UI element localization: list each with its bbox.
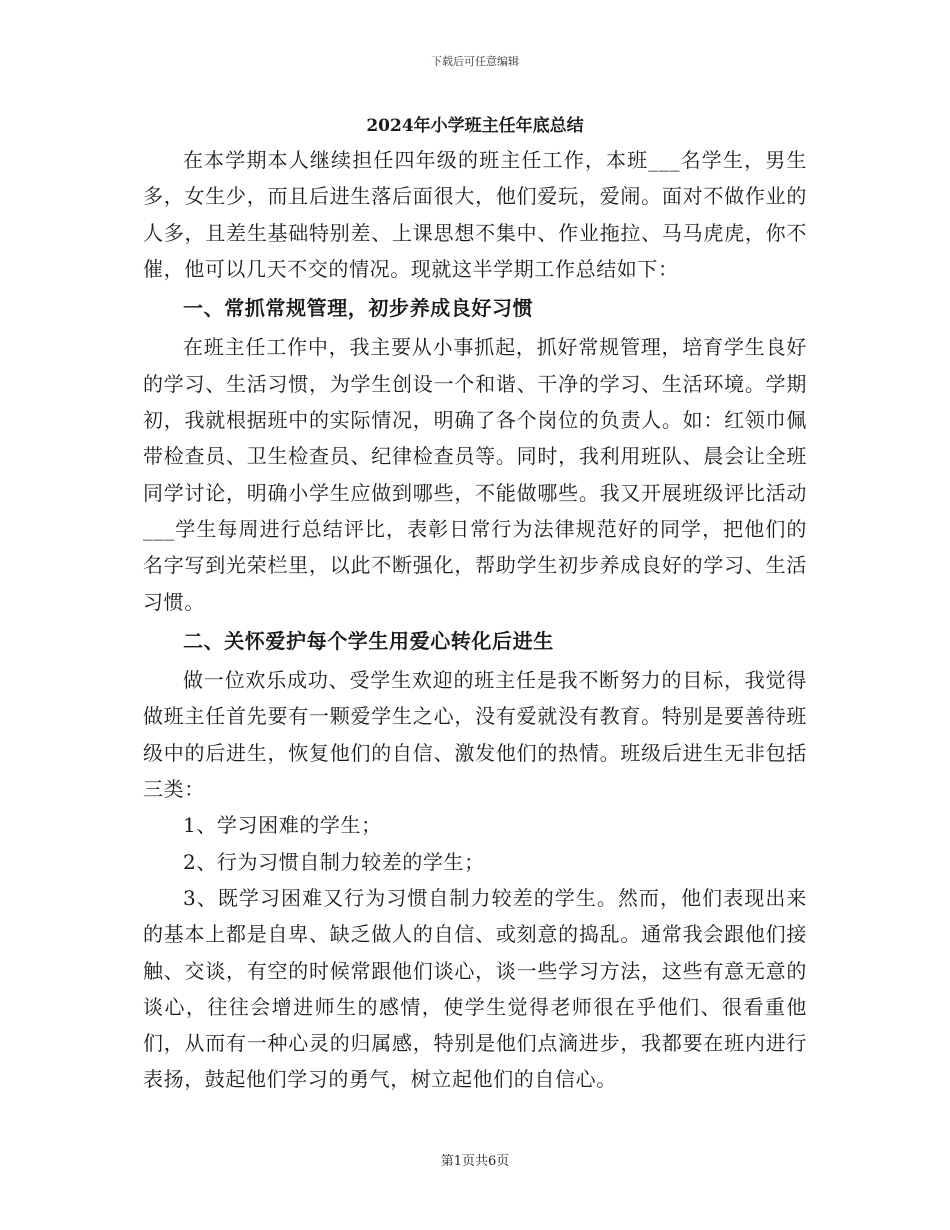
- section-1-heading: 一、常抓常规管理，初步养成良好习惯: [183, 296, 534, 321]
- section-2-paragraph: 做一位欢乐成功、受学生欢迎的班主任是我不断努力的目标，我觉得做班主任首先要有一颗爱学生之心，没有爱就没有教育。特别是要善待班级中的后进生，恢复他们的自信、激发他们的热情。班级后进生无非包括三类：: [143, 668, 807, 802]
- list-item: 2、行为习惯自制力较差的学生；: [183, 849, 485, 874]
- list-item: 3、既学习困难又行为习惯自制力较差的学生。然而，他们表现出来的基本上都是自卑、缺乏做人的自信、或刻意的捣乱。通常我会跟他们接触、交谈，有空的时候常跟他们谈心，谈一些学习方法，这些有意无意的谈心，往往会增进师生的感情，使学生觉得老师很在乎他们、很看重他们，从而有一种心灵的归属感，特别是他们点滴进步，我都要在班内进行表扬，鼓起他们学习的勇气，树立起他们的自信心。: [143, 885, 807, 1092]
- list-item: 1、学习困难的学生；: [183, 813, 382, 838]
- document-body: [143, 112, 807, 1098]
- intro-paragraph: 在本学期本人继续担任四年级的班主任工作，本班___名学生，男生多，女生少，而且后进生落后面很大，他们爱玩，爱闹。面对不做作业的人多，且差生基础特别差、上课思想不集中、作业拖拉、马马虎虎，你不催，他可以几天不交的情况。现就这半学期工作总结如下：: [143, 148, 807, 281]
- page-indicator: 第1页共6页: [440, 1154, 510, 1169]
- header-note: 下载后可任意编辑: [431, 55, 519, 68]
- document-title: 2024年小学班主任年底总结: [366, 116, 584, 136]
- section-2-heading: 二、关怀爱护每个学生用爱心转化后进生: [183, 628, 554, 653]
- section-1-paragraph: 在班主任工作中，我主要从小事抓起，抓好常规管理，培育学生良好的学习、生活习惯，为学生创设一个和谐、干净的学习、生活环境。学期初，我就根据班中的实际情况，明确了各个岗位的负责人。如：红领巾佩带检查员、卫生检查员、纪律检查员等。同时，我利用班队、晨会让全班同学讨论，明确小学生应做到哪些，不能做哪些。我又开展班级评比活动___学生每周进行总结评比，表彰日常行为法律规范好的同学，把他们的名字写到光荣栏里，以此不断强化，帮助学生初步养成良好的学习、生活习惯。: [143, 335, 807, 614]
